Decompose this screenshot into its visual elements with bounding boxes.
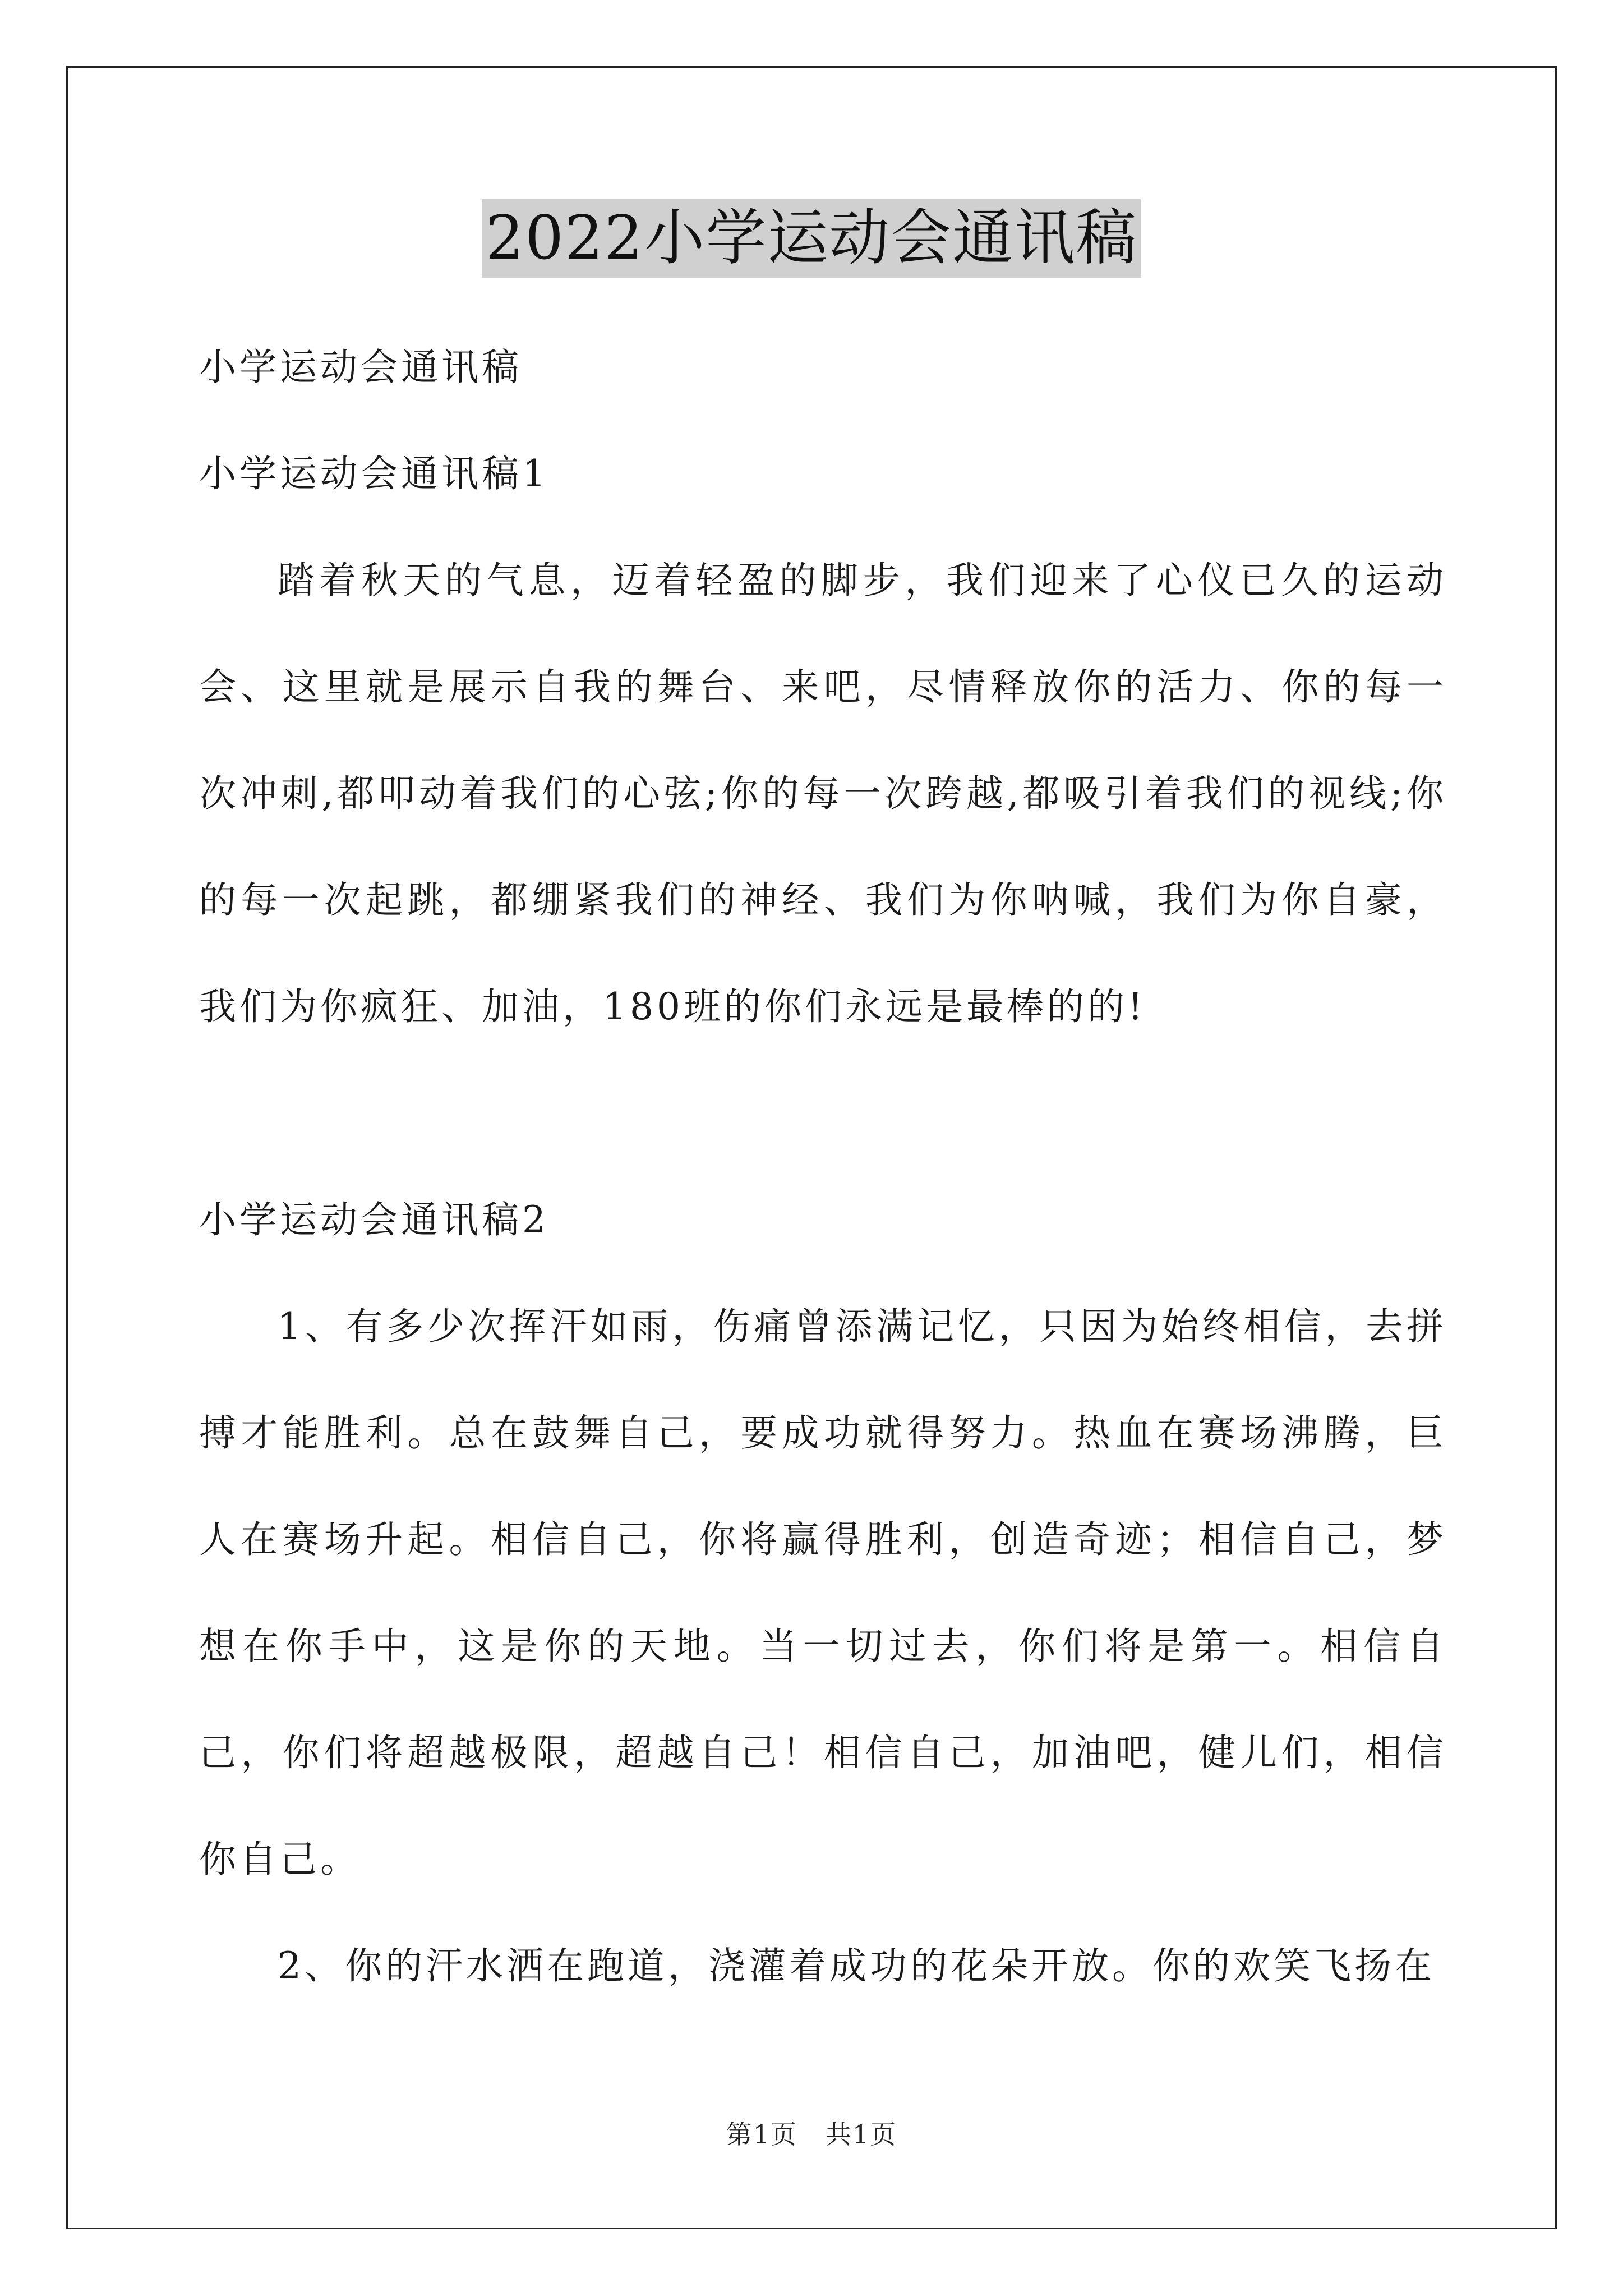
title-container: [0, 199, 1623, 278]
section-2-paragraph-1: 1、有多少次挥汗如雨，伤痛曾添满记忆，只因为始终相信，去拼搏才能胜利。总在鼓舞自己，要成功就得努力。热血在赛场沸腾，巨人在赛场升起。相信自己，你将赢得胜利，创造奇迹；相信自己，梦想在你手中，这是你的天地。当一切过去，你们将是第一。相信自己，你们将超越极限，超越自己！相信自己，加油吧，健儿们，相信你自己。: [199, 1305, 1447, 1881]
section-heading-2: 小学运动会通讯稿2: [199, 1198, 549, 1241]
page-number: 第1页: [726, 2119, 797, 2150]
document-body: [199, 314, 1447, 2019]
document-title: 2022小学运动会通讯稿: [482, 199, 1141, 278]
section-2-paragraph-2: 2、你的汗水洒在跑道，浇灌着成功的花朵开放。你的欢笑飞扬在: [278, 1944, 1435, 1987]
section-1-paragraph-1: 踏着秋天的气息，迈着轻盈的脚步，我们迎来了心仪已久的运动会、这里就是展示自我的舞台、来吧，尽情释放你的活力、你的每一次冲刺,都叩动着我们的心弦;你的每一次跨越,都吸引着我们的视线;你的每一次起跳，都绷紧我们的神经、我们为你呐喊，我们为你自豪，我们为你疯狂、加油，180班的你们永远是最棒的的!: [199, 559, 1447, 1028]
page-footer: [0, 2118, 1623, 2151]
section-heading-1: 小学运动会通讯稿1: [199, 452, 549, 495]
page-total: 共1页: [826, 2119, 897, 2150]
section-spacer: [199, 1060, 1447, 1167]
document-subtitle: 小学运动会通讯稿: [199, 346, 522, 389]
